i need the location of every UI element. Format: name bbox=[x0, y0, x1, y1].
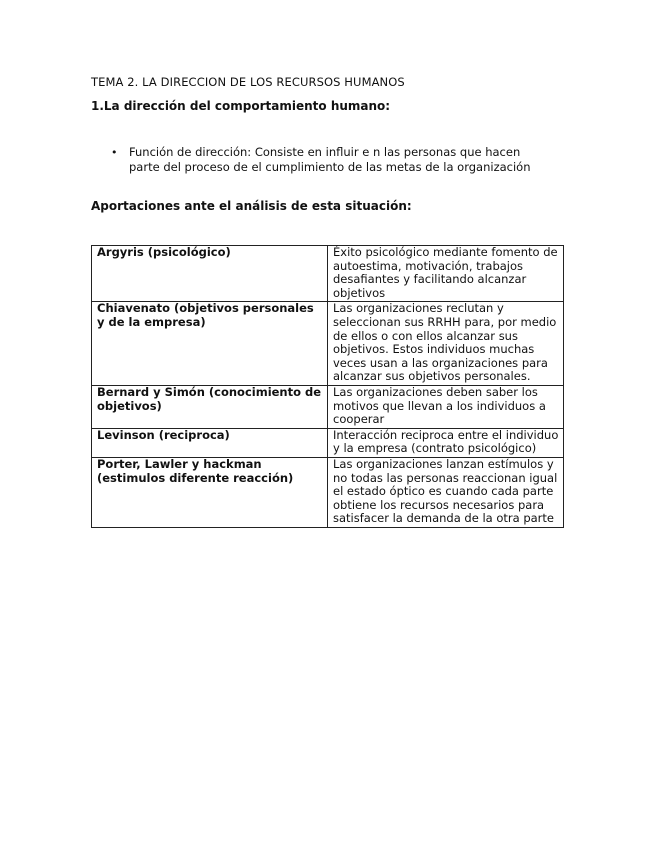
table-row bbox=[92, 302, 564, 386]
contributions-table bbox=[91, 245, 564, 528]
bullet-text: Función de dirección: Consiste en influir e n las personas que hacen parte del proceso de el cumplimiento de las metas de la organización bbox=[129, 145, 531, 174]
section-subtitle: 1.La dirección del comportamiento humano: bbox=[91, 99, 391, 113]
list-item bbox=[91, 145, 551, 175]
author-cell: Porter, Lawler y hackman (estimulos diferente reacción) bbox=[92, 457, 328, 527]
table-row bbox=[92, 246, 564, 302]
bullet-icon: • bbox=[111, 146, 118, 159]
table-row bbox=[92, 457, 564, 527]
description-cell: Éxito psicológico mediante fomento de autoestima, motivación, trabajos desafiantes y facilitando alcanzar objetivos bbox=[328, 246, 564, 302]
author-cell: Chiavenato (objetivos personales y de la empresa) bbox=[92, 302, 328, 386]
description-cell: Las organizaciones reclutan y seleccionan sus RRHH para, por medio de ellos o con ellos alcanzar sus objetivos. Estos individuos muchas veces usan a las organizaciones para alcanzar sus objetivos personales. bbox=[328, 302, 564, 386]
author-cell: Bernard y Simón (conocimiento de objetivos) bbox=[92, 385, 328, 428]
section-heading: Aportaciones ante el análisis de esta situación: bbox=[91, 199, 412, 213]
description-cell: Las organizaciones deben saber los motivos que llevan a los individuos a cooperar bbox=[328, 385, 564, 428]
document-title: TEMA 2. LA DIRECCION DE LOS RECURSOS HUMANOS bbox=[91, 75, 405, 89]
table-row bbox=[92, 428, 564, 457]
author-cell: Levinson (reciproca) bbox=[92, 428, 328, 457]
author-cell: Argyris (psicológico) bbox=[92, 246, 328, 302]
bullet-list bbox=[91, 145, 551, 175]
table-row bbox=[92, 385, 564, 428]
description-cell: Interacción reciproca entre el individuo y la empresa (contrato psicológico) bbox=[328, 428, 564, 457]
description-cell: Las organizaciones lanzan estímulos y no todas las personas reaccionan igual el estado óptico es cuando cada parte obtiene los recursos necesarios para satisfacer la demanda de la otra parte bbox=[328, 457, 564, 527]
